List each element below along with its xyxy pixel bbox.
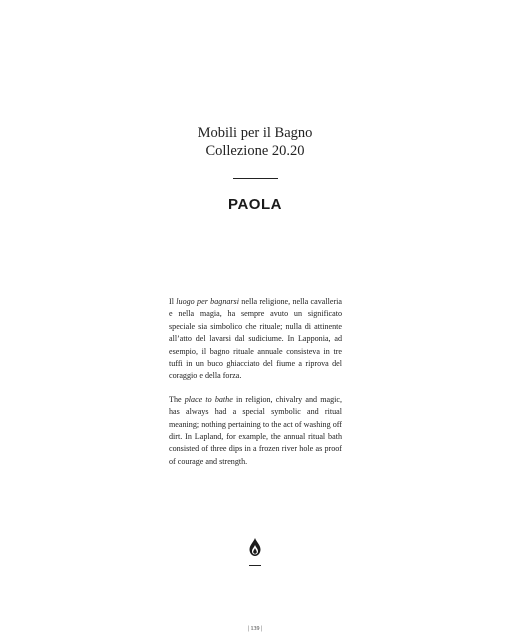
english-rest: in religion, chivalry and magic, has always had a special symbolic and ritual meaning; nothing pertaining to the act of washing off dirt. In Lapland, for example, the annual ritual bath consisted of three dips in a frozen river hole as proof of courage and strength.: [169, 394, 342, 466]
english-emphasis: place to bathe: [184, 394, 233, 404]
logo-underline: [249, 565, 261, 566]
english-paragraph: [169, 394, 342, 468]
page-number: | 139 |: [247, 626, 263, 632]
collection-heading: [0, 124, 510, 160]
heading-divider: [233, 178, 278, 179]
italian-rest: nella religione, nella cavalleria e nella magia, ha sempre avuto un significato speciale sia simbolico che rituale; nulla di attinente all’atto del lavarsi dal sudiciume. In Lapponia, ad esempio, il bagno rituale annuale consisteva in tre tuffi in un buco ghiacciato del fiume a riprova del coraggio e della forza.: [169, 297, 343, 381]
heading-line-2: Collezione 20.20: [205, 143, 305, 159]
product-name: PAOLA: [228, 196, 282, 213]
italian-lead: Il: [169, 297, 177, 306]
italian-paragraph: [169, 296, 342, 383]
heading-line-1: Mobili per il Bagno: [197, 125, 313, 141]
description-text: [169, 296, 342, 479]
english-lead: The: [169, 394, 185, 404]
flame-drop-logo-icon: [249, 538, 261, 556]
italian-emphasis: luogo per bagnarsi: [176, 297, 239, 306]
